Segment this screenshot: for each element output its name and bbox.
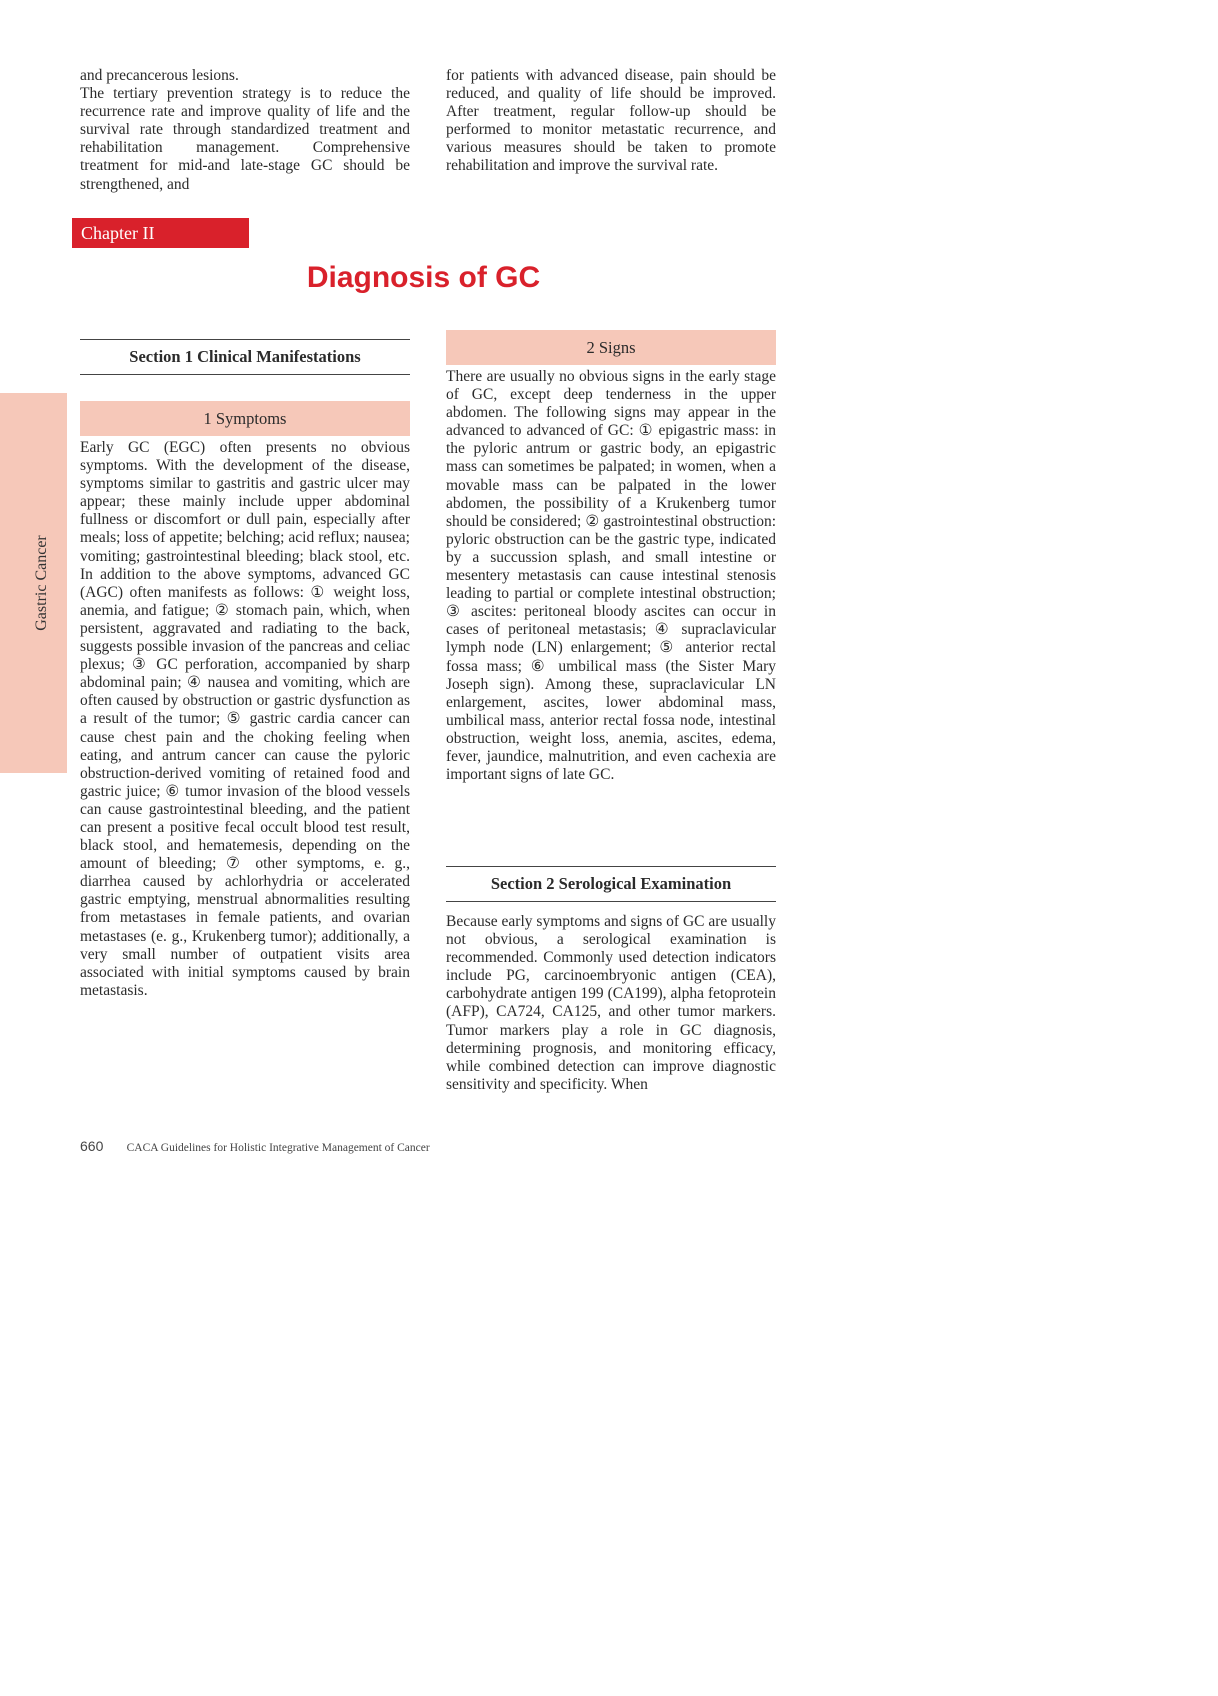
paragraph: for patients with advanced disease, pain should be reduced, and quality of life should be improved. After treatment, regular follow-up should be performed to monitor metastatic recurrence, and various measures should be taken to promote rehabilitation and improve the survival rate. xyxy=(446,67,776,175)
symptoms-text xyxy=(80,439,410,1000)
signs-heading: 2 Signs xyxy=(446,330,776,365)
paragraph: There are usually no obvious signs in the early stage of GC, except deep tenderness in the upper abdomen. The following signs may appear in the advanced to advanced of GC: ① epigastric mass: in the pyloric antrum or gastric body, an epigastric mass can sometimes be palpated; in women, when a movable mass can be palpated in the lower abdomen, the possibility of a Krukenberg tumor should be considered; ② gastrointestinal obstruction: pyloric obstruction can be the gastric type, indicated by a succussion splash, and small intestine or mesentery metastasis can cause intestinal stenosis leading to partial or complete intestinal obstruction; ③ ascites: peritoneal bloody ascites can occur in cases of peritoneal metastasis; ④ supraclavicular lymph node (LN) enlargement; ⑤ anterior rectal fossa mass; ⑥ umbilical mass (the Sister Mary Joseph sign). Among these, supraclavicular LN enlargement, ascites, lower abdominal mass, umbilical mass, anterior rectal fossa node, intestinal obstruction, weight loss, anemia, ascites, edema, fever, jaundice, malnutrition, and even cachexia are important signs of late GC. xyxy=(446,368,776,784)
running-title: CACA Guidelines for Holistic Integrative Management of Cancer xyxy=(126,1142,430,1154)
page-number: 660 xyxy=(80,1138,104,1154)
paragraph: The tertiary prevention strategy is to reduce the recurrence rate and improve quality of life and the survival rate through standardized treatment and rehabilitation management. Comprehensive treatment for mid-and late-stage GC should be strengthened, and xyxy=(80,85,410,193)
section-2-heading: Section 2 Serological Examination xyxy=(446,866,776,902)
page-footer xyxy=(80,1138,430,1155)
top-right-column xyxy=(446,67,776,176)
top-left-column xyxy=(80,67,410,194)
paragraph: Because early symptoms and signs of GC are usually not obvious, a serological examination is recommended. Commonly used detection indicators include PG, carcinoembryonic antigen (CEA), carbohydrate antigen 199 (CA199), alpha fetoprotein (AFP), CA724, CA125, and other tumor markers. Tumor markers play a role in GC diagnosis, determining prognosis, and monitoring efficacy, while combined detection can improve diagnostic sensitivity and specificity. When xyxy=(446,913,776,1093)
signs-text xyxy=(446,368,776,784)
side-tab-label: Gastric Cancer xyxy=(33,535,50,631)
section-1-heading: Section 1 Clinical Manifestations xyxy=(80,339,410,375)
serology-text xyxy=(446,913,776,1094)
symptoms-heading: 1 Symptoms xyxy=(80,401,410,436)
chapter-title: Diagnosis of GC xyxy=(306,261,541,294)
paragraph: and precancerous lesions. xyxy=(80,67,239,84)
paragraph: Early GC (EGC) often presents no obvious symptoms. With the development of the disease, symptoms similar to gastritis and gastric ulcer may appear; these mainly include upper abdominal fullness or discomfort or dull pain, especially after meals; loss of appetite; belching; acid reflux; nausea; vomiting; gastrointestinal bleeding; black stool, etc. In addition to the above symptoms, advanced GC (AGC) often manifests as follows: ① weight loss, anemia, and fatigue; ② stomach pain, which, when persistent, aggravated and radiating to the back, suggests possible invasion of the pancreas and celiac plexus; ③ GC perforation, accompanied by sharp abdominal pain; ④ nausea and vomiting, which are often caused by obstruction or gastric dysfunction as a result of the tumor; ⑤ gastric cardia cancer can cause chest pain and the choking feeling when eating, and antrum cancer can cause the pyloric obstruction-derived vomiting of retained food and gastric juice; ⑥ tumor invasion of the blood vessels can cause gastrointestinal bleeding, and the patient can present a positive fecal occult blood test result, black stool, and hematemesis, depending on the amount of bleeding; ⑦ other symptoms, e. g., diarrhea caused by achlorhydria or accelerated gastric emptying, menstrual abnormalities resulting from metastases in female patients, and ovarian metastases (e. g., Krukenberg tumor); additionally, a very small number of outpatient visits area associated with initial symptoms caused by brain metastasis. xyxy=(80,439,410,999)
chapter-label: Chapter II xyxy=(72,218,249,248)
